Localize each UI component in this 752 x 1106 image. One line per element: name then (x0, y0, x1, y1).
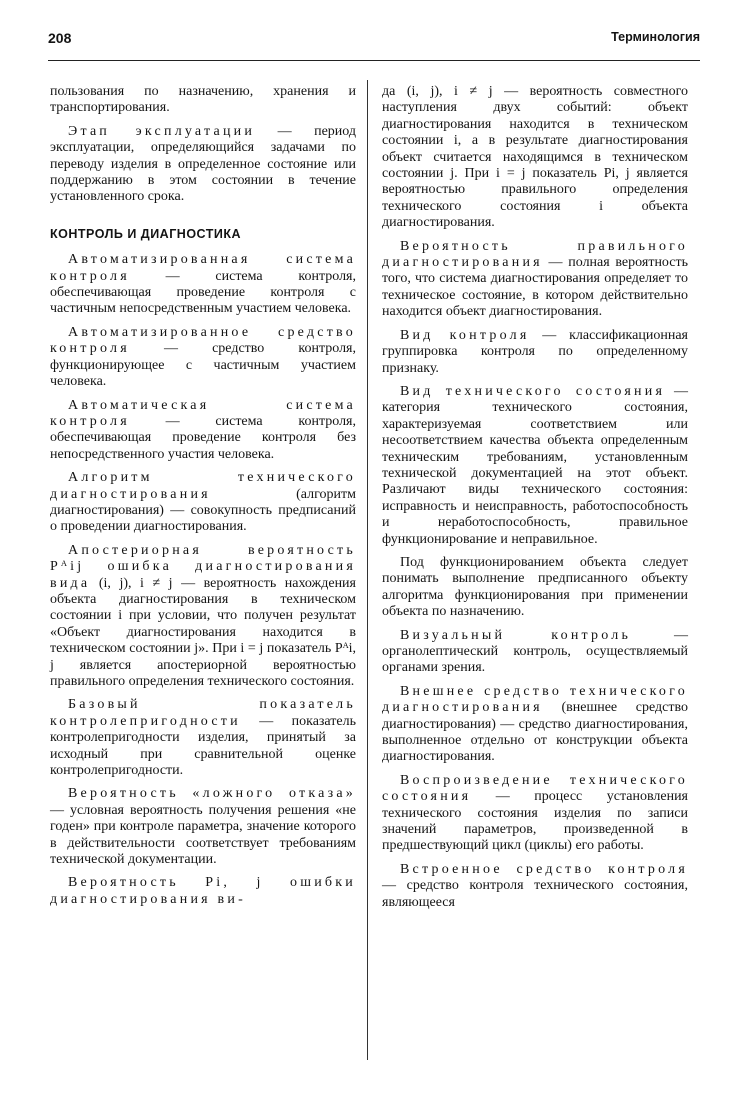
entry-term: Автоматическая система контроля (50, 397, 356, 429)
glossary-entry (382, 328, 688, 377)
entry-definition: (алгоритм диагностирования) — совокупность предписаний о проведении диагностирования. (50, 486, 356, 535)
glossary-entry (50, 252, 356, 318)
glossary-entry (382, 684, 688, 766)
entry-term: Апостериорная вероятность Pᴬij ошибка диагностирования вида (50, 542, 356, 591)
left-column (50, 84, 356, 915)
entry-term: Вероятность «ложного отказа» (68, 786, 356, 802)
entry-definition: — система контроля, обеспечивающая проведение контроля без непосредственного участия человека. (50, 413, 356, 462)
glossary-entry (382, 239, 688, 321)
glossary-entry (382, 628, 688, 677)
entry-definition: Под функционированием объекта следует понимать выполнение предписанного объекту алгоритма функционирования при применении объекта по назначению. (382, 554, 688, 620)
entry-term: Алгоритм технического диагностирования (50, 470, 356, 502)
entry-definition: (внешнее средство диагностирования) — средство диагностирования, выполненное отдельно от конструкции объекта диагностирования. (382, 700, 688, 765)
glossary-entry (382, 555, 688, 621)
entry-definition: — категория технического состояния, характеризуемая соответствием или несоответствием качества объекта определенным техническим требованиям, установленным технической документацией на этот объект. Различают виды технического состояния: исправность и неисправность, работоспособность и неработоспособность, правильное функционирование и неправильное. (382, 383, 688, 547)
entry-term: Автоматизированная система контроля (50, 252, 356, 284)
entry-definition: — показатель контролепригодности изделия, принятый за исходный при сравнительной оценке контролепригодности. (50, 713, 356, 779)
glossary-entry (382, 84, 688, 232)
entry-definition: — средство контроля, функционирующее с частичным участием человека. (50, 341, 356, 390)
entry-definition: — период эксплуатации, определяющийся задачами по переводу изделия в определенное состояние или поддержанию в этом состоянии в течение установленного срока. (50, 123, 357, 205)
header-rule (48, 60, 700, 61)
glossary-entry (50, 543, 356, 691)
entry-term: Вероятность правильного диагностирования (382, 238, 688, 271)
glossary-entry (50, 124, 356, 206)
glossary-entry (382, 773, 688, 855)
entry-term: Автоматизированное средство контроля (50, 324, 356, 357)
glossary-entry (50, 398, 356, 464)
glossary-entry (50, 875, 356, 908)
entry-definition: — органолептический контроль, осуществляемый органами зрения. (382, 627, 688, 676)
glossary-entry (382, 862, 688, 911)
entry-term: Вероятность Pi, j ошибки диагностирования ви- (50, 875, 356, 907)
entry-term: Воспроизведение технического состояния (382, 772, 688, 805)
entry-definition: — классификационная группировка контроля по определенному признаку. (382, 327, 688, 376)
entry-term: Визуальный контроль (400, 627, 632, 643)
entry-definition: да (i, j), i ≠ j — вероятность совместного наступления двух событий: объект диагностирования находится в техническом состоянии i, а в результате диагностирования объект считается находящимся в техническом состоянии j. При i = j показатель Pi, j является вероятностью правильного определения технического состояния i объекта диагностирования. (382, 84, 688, 231)
entry-definition: — система контроля, обеспечивающая проведение контроля с частичным непосредственным участием человека. (50, 268, 356, 317)
entry-definition: (i, j), i ≠ j — вероятность нахождения объекта диагностирования в техническом состоянии i при условии, что получен результат «Объект диагностирования находится в техническом состоянии j». При i = j показатель Pᴬi, j является апостериорной вероятностью правильного определения технического состояния. (50, 575, 356, 689)
glossary-entry (50, 84, 356, 117)
glossary-entry (382, 384, 688, 548)
page-header (48, 30, 700, 54)
glossary-entry (50, 786, 356, 868)
entry-term: Базовый показатель контролепригодности (50, 697, 356, 729)
entry-definition: — условная вероятность получения решения «не годен» при контроле параметра, значение которого в действительности соответствует требованиям технической документации. (50, 802, 356, 868)
entry-definition: пользования по назначению, хранения и транспортирования. (50, 84, 356, 116)
glossary-entry (50, 697, 356, 779)
entry-term: Встроенное средство контроля (400, 861, 688, 877)
column-divider (367, 80, 368, 1060)
entry-definition: — полная вероятность того, что система диагностирования определяет то техническое состояние, в котором действительно находится объект диагностирования. (382, 255, 688, 320)
entry-term: Вид технического состояния (400, 383, 666, 399)
section-heading: КОНТРОЛЬ И ДИАГНОСТИКА (50, 226, 242, 241)
glossary-entry (50, 470, 356, 536)
entry-term: Этап эксплуатации (68, 123, 256, 139)
entry-definition: — средство контроля технического состояния, являющееся (382, 878, 688, 910)
entry-term: Вид контроля (400, 327, 530, 343)
running-title: Терминология (611, 30, 700, 44)
glossary-entry (50, 325, 356, 391)
page-number: 208 (48, 30, 72, 46)
entry-definition: — процесс установления технического состояния изделия по записи значений параметров, произведенной в предшествующий цикл (циклы) его работы. (382, 789, 688, 854)
entry-term: Внешнее средство технического диагностирования (382, 683, 688, 716)
right-column (382, 84, 688, 918)
